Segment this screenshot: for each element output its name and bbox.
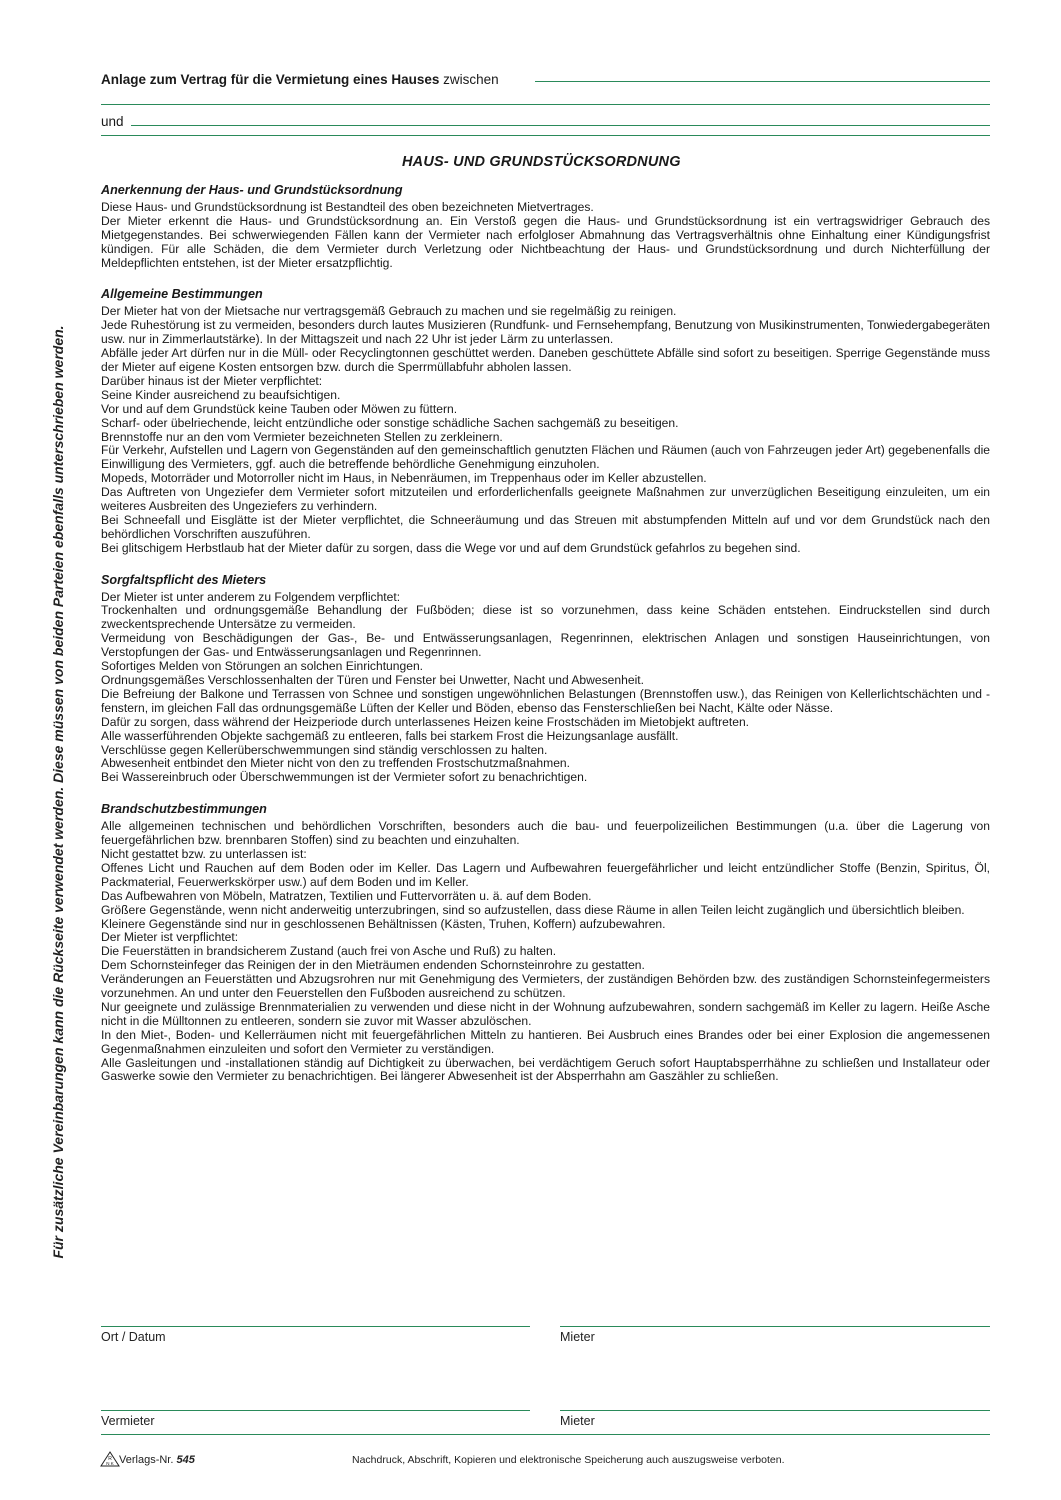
- document-body: [101, 184, 990, 1102]
- footer-rule: [101, 1434, 990, 1435]
- section: [101, 574, 990, 786]
- section-paragraph: Der Mieter erkennt die Haus- und Grundstücksordnung an. Ein Verstoß gegen die Haus- und Grundstücksordnung ist ein vertragswidriger Gebrauch des Mietgegenstandes. Bei schwerwiegenden Fällen kann der Vermieter nach erfolgloser Abmahnung das Vertragsverhältnis ohne Einhaltung einer Kündigungsfrist kündigen. Für alle Schäden, die dem Vermieter durch Verletzung oder Nichtbeachtung der Haus- und Grundstücksordnung und durch Nichterfüllung der Meldepflichten entstehen, ist der Mieter ersatzpflichtig.: [101, 213, 990, 270]
- section-paragraph: Veränderungen an Feuerstätten und Abzugsrohren nur mit Genehmigung des Vermieters, der zuständigen Behörden bzw. des zuständigen Schornsteinfegermeisters vorzunehmen. An und unter den Feuerstellen den Fußboden ausreichend zu schützen.: [101, 972, 990, 1001]
- section-paragraph: Der Mieter ist verpflichtet:: [101, 930, 239, 945]
- sign-line-mieter-2: [560, 1410, 990, 1411]
- svg-text:R: R: [108, 1456, 112, 1462]
- section-paragraph: Brennstoffe nur an den vom Vermieter bezeichneten Stellen zu zerkleinern.: [101, 429, 503, 444]
- section-paragraph: Abwesenheit entbindet den Mieter nicht von den zu treffenden Frostschutzmaßnahmen.: [101, 756, 571, 771]
- section-paragraph: In den Miet-, Boden- und Kellerräumen nicht mit feuergefährlichen Mitteln zu hantieren. Bei Ausbruch eines Brandes oder bei einer Explosion die angemessenen Gegenmaßnahmen einzuleiten und sofort den Vermieter zu verständigen.: [101, 1027, 990, 1056]
- header-line2: und: [101, 114, 124, 129]
- rule-und: [131, 125, 990, 126]
- copyright-note: Nachdruck, Abschrift, Kopieren und elektronische Speicherung auch auszugsweise verboten.: [352, 1454, 785, 1466]
- section: [101, 184, 990, 270]
- section: [101, 288, 990, 555]
- section-paragraph: Trockenhalten und ordnungsgemäße Behandlung der Fußböden; diese ist so vorzunehmen, dass keine Schäden entstehen. Eindruckstellen sind durch zweckentsprechende Untersätze zu vermeiden.: [101, 603, 990, 632]
- label-mieter-2: Mieter: [560, 1414, 595, 1428]
- section-paragraph: Bei Wassereinbruch oder Überschwemmungen ist der Vermieter sofort zu benachrichtigen.: [101, 770, 588, 785]
- section-paragraph: Bei Schneefall und Eisglätte ist der Mieter verpflichtet, die Schneeräumung und das Streuen mit abstumpfenden Mitteln auf und vor dem Grundstück nach den behördlichen Vorschriften auszuführen.: [101, 512, 990, 541]
- side-note-text: Für zusätzliche Vereinbarungen kann die Rückseite verwendet werden. Diese müssen von beiden Parteien ebenfalls unterschrieben werden.: [50, 325, 66, 1259]
- section-heading: Allgemeine Bestimmungen: [101, 287, 263, 302]
- sign-line-ort-datum: [101, 1326, 530, 1327]
- publisher-logo-icon: [100, 1451, 120, 1467]
- section-paragraph: Größere Gegenstände, wenn nicht anderweitig unterzubringen, sind so aufzustellen, dass diese Räume in allen Teilen leicht zugänglich und übersichtlich bleiben.: [101, 902, 965, 917]
- section-paragraph: Der Mieter hat von der Mietsache nur vertragsgemäß Gebrauch zu machen und sie regelmäßig zu reinigen.: [101, 304, 677, 319]
- section-paragraph: Für Verkehr, Aufstellen und Lagern von Gegenständen auf den gemeinschaftlich genutzten Flächen und Räumen (auch von Fahrzeugen jeder Art) gegebenenfalls die Einwilligung des Vermieters, ggf. auch die betreffende behördliche Genehmigung einzuholen.: [101, 443, 990, 472]
- rule-zwischen: [535, 81, 990, 82]
- section-heading: Anerkennung der Haus- und Grundstücksordnung: [101, 183, 403, 197]
- sign-line-vermieter: [101, 1410, 530, 1411]
- section-paragraph: Dem Schornsteinfeger das Reinigen der in den Mieträumen endenden Schornsteinrohre zu gestatten.: [101, 958, 645, 973]
- section-paragraph: Vor und auf dem Grundstück keine Tauben oder Möwen zu füttern.: [101, 401, 458, 416]
- section-paragraph: Nur geeignete und zulässige Brennmaterialien zu verwenden und diese nicht in der Wohnung aufzubewahren, sondern sachgemäß im Keller zu lagern. Heiße Asche nicht in die Mülltonnen zu entleeren, sondern sie zuvor mit Wasser abzulöschen.: [101, 999, 990, 1028]
- section-paragraph: Bei glitschigem Herbstlaub hat der Mieter dafür zu sorgen, dass die Wege vor und auf dem Grundstück gefahrlos zu begehen sind.: [101, 540, 801, 555]
- section-paragraph: Offenes Licht und Rauchen auf dem Boden oder im Keller. Das Lagern und Aufbewahren feuergefährlicher und leicht entzündlicher Stoffe (Benzin, Spiritus, Öl, Packmaterial, Feuerwerkskörper usw.) auf dem Boden und im Keller.: [101, 860, 990, 889]
- section-paragraph: Sofortiges Melden von Störungen an solchen Einrichtungen.: [101, 659, 424, 674]
- section-paragraph: Seine Kinder ausreichend zu beaufsichtigen.: [101, 387, 341, 402]
- section-paragraph: Der Mieter ist unter anderem zu Folgendem verpflichtet:: [101, 589, 401, 604]
- section-paragraph: Die Befreiung der Balkone und Terrassen von Schnee und sonstigen ungewöhnlichen Belastungen (Brennstoffen usw.), das Reinigen von Kellerlichtschächten und -fenstern, im gleichen Fall das ordnungsgemäße Lüften der Keller und Böden, ebenso das Fensterschließen bei Nacht, Kälte oder Nässe.: [101, 686, 990, 715]
- section-paragraph: Jede Ruhestörung ist zu vermeiden, besonders durch lautes Musizieren (Rundfunk- und Fernsehempfang, Benutzung von Musikinstrumenten, Tonwiedergabegeräten usw. nur in Zimmerlautstärke). In der Mittagszeit und nach 22 Uhr ist jeder Lärm zu unterlassen.: [101, 318, 990, 347]
- section-paragraph: Verschlüsse gegen Kellerüberschwemmungen sind ständig verschlossen zu halten.: [101, 742, 548, 757]
- label-vermieter: Vermieter: [101, 1414, 155, 1428]
- section: [101, 803, 990, 1084]
- rule-party-2: [101, 135, 990, 136]
- section-paragraph: Abfälle jeder Art dürfen nur in die Müll- oder Recyclingtonnen geschüttet werden. Daneben geschüttete Abfälle sind sofort zu beseitigen. Sperrige Gegenstände muss der Mieter auf eigene Kosten entsorgen bzw. durch die Sperrmüllabfuhr abholen lassen.: [101, 346, 990, 374]
- rule-party-1: [101, 104, 990, 105]
- section-paragraph: Scharf- oder übelriechende, leicht entzündliche oder sonstige schädliche Sachen sachgemäß zu beseitigen.: [101, 415, 679, 430]
- section-paragraph: Das Aufbewahren von Möbeln, Matratzen, Textilien und Futtervorräten u. ä. auf dem Boden.: [101, 888, 592, 903]
- section-paragraph: Alle Gasleitungen und -installationen ständig auf Dichtigkeit zu überwachen, bei verdächtigem Geruch sofort Hauptabsperrhähne zu schließen und Installateur oder Gaswerke sowie den Vermieter zu benachrichtigen. Bei längerer Abwesenheit ist der Absperrhahn am Gaszähler zu schließen.: [101, 1055, 990, 1084]
- section-paragraph: Mopeds, Motorräder und Motorroller nicht im Haus, in Nebenräumen, im Treppenhaus oder im Keller abzustellen.: [101, 471, 707, 486]
- header-line1-rest: zwischen: [443, 72, 499, 87]
- section-paragraph: Alle wasserführenden Objekte sachgemäß zu entleeren, falls bei starkem Frost die Heizungsanlage ausfällt.: [101, 728, 679, 743]
- header-line1: [101, 72, 499, 87]
- label-mieter-1: Mieter: [560, 1330, 595, 1344]
- section-paragraph: Die Feuerstätten in brandsicherem Zustand (auch frei von Asche und Ruß) zu halten.: [101, 944, 557, 959]
- section-paragraph: Nicht gestattet bzw. zu unterlassen ist:: [101, 846, 307, 861]
- label-ort-datum: Ort / Datum: [101, 1330, 166, 1344]
- section-paragraph: Alle allgemeinen technischen und behördlichen Vorschriften, besonders auch die bau- und feuerpolizeilichen Bestimmungen (u.a. über die Lagerung von feuergefährlichen bzw. brennbaren Stoffen) sind zu beachten und einzuhalten.: [101, 819, 990, 848]
- section-paragraph: Kleinere Gegenstände sind nur in geschlossenen Behältnissen (Kästen, Truhen, Koffern) aufzubewahren.: [101, 916, 666, 931]
- verlag-nr: 545: [176, 1454, 195, 1466]
- section-paragraph: Das Auftreten von Ungeziefer dem Vermieter sofort mitzuteilen und erforderlichenfalls geeignete Maßnahmen zur unverzüglichen Beseitigung einzuleiten, um ein weiteres Ausbreiten des Ungeziefers zu verhindern.: [101, 485, 990, 514]
- verlag-number: [119, 1454, 195, 1466]
- header-line1-bold: Anlage zum Vertrag für die Vermietung eines Hauses: [101, 72, 440, 87]
- page-title: HAUS- UND GRUNDSTÜCKSORDNUNG: [402, 154, 681, 170]
- section-paragraph: Diese Haus- und Grundstücksordnung ist Bestandteil des oben bezeichneten Mietvertrages.: [101, 199, 594, 214]
- section-heading: Brandschutzbestimmungen: [101, 802, 267, 817]
- section-paragraph: Vermeidung von Beschädigungen der Gas-, Be- und Entwässerungsanlagen, Regenrinnen, elektrischen Anlagen und sonstigen Hauseinrichtungen, von Verstopfungen der Gas- und Entwässerungsanlagen und Regenrinnen.: [101, 631, 990, 660]
- svg-text:N K: N K: [106, 1461, 114, 1466]
- section-paragraph: Darüber hinaus ist der Mieter verpflichtet:: [101, 373, 323, 388]
- verlag-label: Verlags-Nr.: [119, 1454, 174, 1466]
- section-paragraph: Dafür zu sorgen, dass während der Heizperiode durch unterlassenes Heizen keine Frostschäden im Mietobjekt auftreten.: [101, 714, 750, 729]
- section-heading: Sorgfaltspflicht des Mieters: [101, 572, 267, 587]
- section-paragraph: Ordnungsgemäßes Verschlossenhalten der Türen und Fenster bei Unwetter, Nacht und Abwesenheit.: [101, 673, 644, 687]
- sign-line-mieter-1: [560, 1326, 990, 1327]
